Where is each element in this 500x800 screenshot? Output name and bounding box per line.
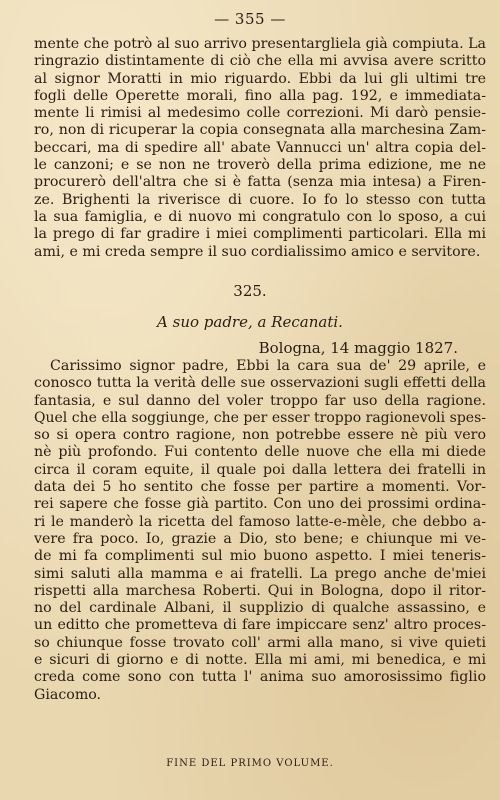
text-line: rispetti alla marchesa Roberti. Qui in Bologna, dopo il ritor- [34, 582, 486, 599]
text-line: ze. Brighenti la riverisce di cuore. Io fo lo stesso con tutta [34, 191, 486, 208]
text-line: so si opera contro ragione, non potrebbe essere nè più vero [34, 427, 486, 444]
text-line: simi saluti alla mamma e ai fratelli. La prego anche de'miei [34, 565, 486, 582]
letter-number: 325. [233, 282, 267, 300]
text-line: la prego di far gradire i miei complimenti particolari. Ella mi [34, 226, 486, 243]
text-line: vere fra poco. Io, grazie a Dio, sto bene; e chiunque mi ve- [34, 530, 486, 547]
text-line: procurerò dell'altra che si è fatta (senza mia intesa) a Firen- [34, 174, 486, 191]
text-line: rei sapere che fosse già partito. Con uno dei prossimi ordina- [34, 496, 486, 513]
text-line: ro, non di ricuperar la copia consegnata alla marchesina Zam- [34, 122, 486, 139]
text-line: mente li rimisi al medesimo colle correzioni. Mi darò pensie- [34, 105, 486, 122]
letter-body [34, 358, 486, 704]
text-line: fogli delle Operette morali, fino alla pag. 192, e immediata- [34, 87, 486, 104]
text-line: de mi fa complimenti sul mio buono aspetto. I miei teneris- [34, 548, 486, 565]
text-line: Giacomo. [34, 686, 102, 703]
text-line: fantasia, e sul danno del voler troppo far uso della ragione. [34, 392, 486, 409]
text-line: e sicuri di giorno e di notte. Ella mi ami, mi benedica, e mi [34, 652, 486, 669]
letter-heading: A suo padre, a Recanati. [157, 313, 343, 331]
text-line: nè più profondo. Fui contento delle nuove che ella mi diede [34, 444, 486, 461]
text-line: ami, e mi creda sempre il suo cordialissimo amico e servitore. [34, 243, 481, 260]
text-line: conosco tutta la verità delle sue osservazioni sugli effetti della [34, 375, 486, 392]
text-line: circa il coram equite, il quale poi dalla lettera dei fratelli in [34, 461, 486, 478]
text-line: creda come sono con tutta l' anima suo amorosissimo figlio [34, 669, 486, 686]
text-line: Carissimo signor padre, Ebbi la cara sua de' 29 aprile, e [50, 358, 486, 374]
text-line: mente che potrò al suo arrivo presentargliela già compiuta. La [34, 36, 486, 52]
previous-letter-continuation [34, 36, 486, 261]
text-line: ringrazio distintamente di ciò che ella mi avvisa avere scritto [34, 53, 486, 70]
text-line: Quel che ella soggiunge, che per esser troppo ragionevoli spes- [34, 409, 486, 426]
text-line: ri le manderò la ricetta del famoso latte-e-mèle, che debbo a- [34, 513, 486, 530]
letter-dateline: Bologna, 14 maggio 1827. [258, 339, 458, 357]
text-line: la sua famiglia, e di nuovo mi congratulo con lo sposo, a cui [34, 208, 486, 225]
text-line: so chiunque fosse trovato coll' armi alla mano, si vive quieti [34, 634, 486, 651]
text-line: no del cardinale Albani, il supplizio di qualche assassino, e [34, 600, 486, 617]
text-line: un editto che prometteva di fare impiccare senz' altro proces- [34, 617, 486, 634]
volume-end-footer: FINE DEL PRIMO VOLUME. [166, 758, 334, 769]
text-line: beccari, ma di spedire all' abate Vannucci un' altra copia del- [34, 139, 486, 156]
text-line: al signor Moratti in mio riguardo. Ebbi da lui gli ultimi tre [34, 70, 486, 87]
text-line: le canzoni; e se non ne troverò della prima edizione, me ne [34, 157, 486, 174]
text-line: data dei 5 ho sentito che fosse per partire a momenti. Vor- [34, 479, 486, 496]
page-number: — 355 — [214, 10, 286, 28]
